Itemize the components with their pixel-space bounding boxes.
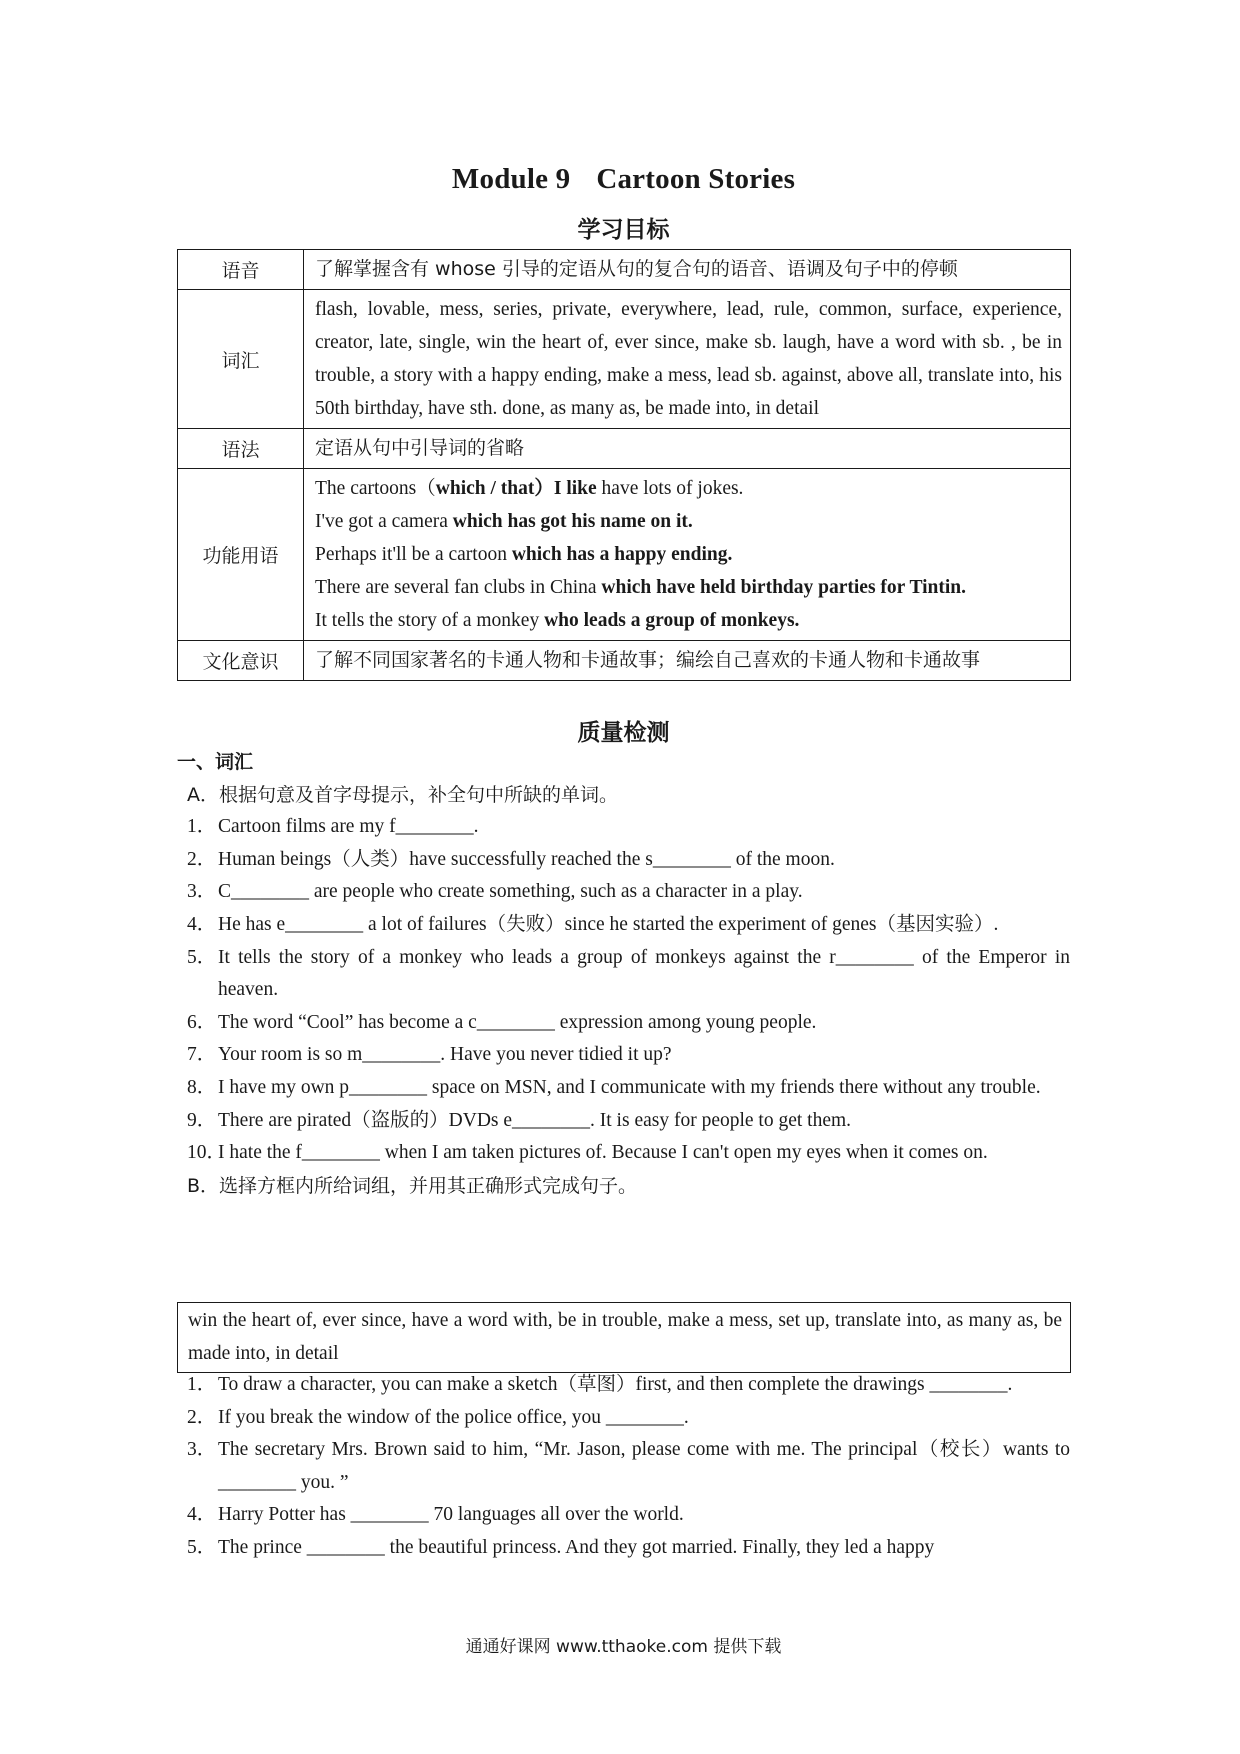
goal-content: flash, lovable, mess, series, private, everywhere, lead, rule, common, surface, experience, creator, late, single, win the heart of, ever since, make sb. laugh, have a word with sb. , be in trouble, a story with a happy ending, make a mess, lead sb. against, above all, translate into, his 50th birthday, have sth. done, as many as, be made into, in detail [304, 290, 1071, 429]
function-sentence: I've got a camera which has got his name on it. [315, 511, 693, 532]
goal-row-pronunciation [178, 250, 1071, 290]
question-item: 2． Human beings（人类）have successfully reached the s________ of the moon. [187, 848, 835, 870]
goals-heading: 学习目标 [577, 217, 670, 243]
word-box: win the heart of, ever since, have a word with, be in trouble, make a mess, set up, translate into, as many as, be made into, in detail [177, 1302, 1071, 1373]
quality-heading: 质量检测 [577, 720, 670, 746]
part-a-instruction: A．根据句意及首字母提示，补全句中所缺的单词。 [187, 783, 618, 806]
function-sentence: The cartoons（which / that）I like have lots of jokes. [315, 478, 744, 499]
learning-goals-table [177, 249, 1071, 681]
question-item: 10． I hate the f________ when I am taken pictures of. Because I can't open my eyes when it comes on. [187, 1142, 988, 1164]
question-item: 3． The secretary Mrs. Brown said to him, “Mr. Jason, please come with me. The principal（校长）wants to ________ you. ” [187, 1439, 1070, 1493]
question-item: 9． There are pirated（盗版的）DVDs e________. It is easy for people to get them. [187, 1109, 852, 1131]
module-name: Cartoon Stories [596, 163, 796, 195]
goal-content: 了解不同国家著名的卡通人物和卡通故事；编绘自己喜欢的卡通人物和卡通故事 [304, 641, 1071, 681]
goal-label: 语音 [178, 250, 304, 290]
page-footer: 通通好课网 www.tthaoke.com 提供下载 [465, 1637, 782, 1657]
goal-row-functions [178, 469, 1071, 641]
question-item: 1． Cartoon films are my f________. [187, 816, 479, 838]
goal-row-grammar [178, 429, 1071, 469]
function-sentence: Perhaps it'll be a cartoon which has a happy ending. [315, 544, 733, 565]
goal-label: 功能用语 [178, 469, 304, 641]
goal-label: 语法 [178, 429, 304, 469]
part-b [187, 1369, 1070, 1565]
goal-label: 词汇 [178, 290, 304, 429]
goal-content: 了解掌握含有 whose 引导的定语从句的复合句的语音、语调及句子中的停顿 [304, 250, 1071, 290]
part-b-instruction: B．选择方框内所给词组，并用其正确形式完成句子。 [187, 1174, 638, 1197]
question-item: 4． Harry Potter has ________ 70 languages all over the world. [187, 1504, 684, 1526]
question-item: 2． If you break the window of the police office, you ________. [187, 1406, 689, 1428]
question-item: 6． The word “Cool” has become a c________ expression among young people. [187, 1011, 817, 1033]
section-heading: 一、词汇 [177, 751, 254, 773]
question-item: 1． To draw a character, you can make a sketch（草图）first, and then complete the drawings ________. [187, 1374, 1013, 1395]
question-item: 7． Your room is so m________. Have you never tidied it up? [187, 1044, 672, 1066]
goal-row-culture [178, 641, 1071, 681]
function-sentence: There are several fan clubs in China which have held birthday parties for Tintin. [315, 577, 967, 598]
question-item: 4． He has e________ a lot of failures（失败）since he started the experiment of genes（基因实验）. [187, 913, 999, 935]
page-title [177, 163, 1070, 196]
goal-content: 定语从句中引导词的省略 [304, 429, 1071, 469]
question-item: 3． C________ are people who create something, such as a character in a play. [187, 881, 803, 903]
goal-content [304, 469, 1071, 641]
part-a [177, 746, 1070, 1202]
module-number: Module 9 [451, 163, 571, 195]
question-item: 5． It tells the story of a monkey who leads a group of monkeys against the r________ of the Emperor in heaven. [187, 946, 1070, 1001]
question-item: 8． I have my own p________ space on MSN, and I communicate with my friends there without any trouble. [187, 1076, 1041, 1098]
function-sentence: It tells the story of a monkey who leads a group of monkeys. [315, 610, 800, 631]
question-item: 5． The prince ________ the beautiful princess. And they got married. Finally, they led a happy [187, 1536, 935, 1558]
goal-label: 文化意识 [178, 641, 304, 681]
goal-row-vocabulary [178, 290, 1071, 429]
